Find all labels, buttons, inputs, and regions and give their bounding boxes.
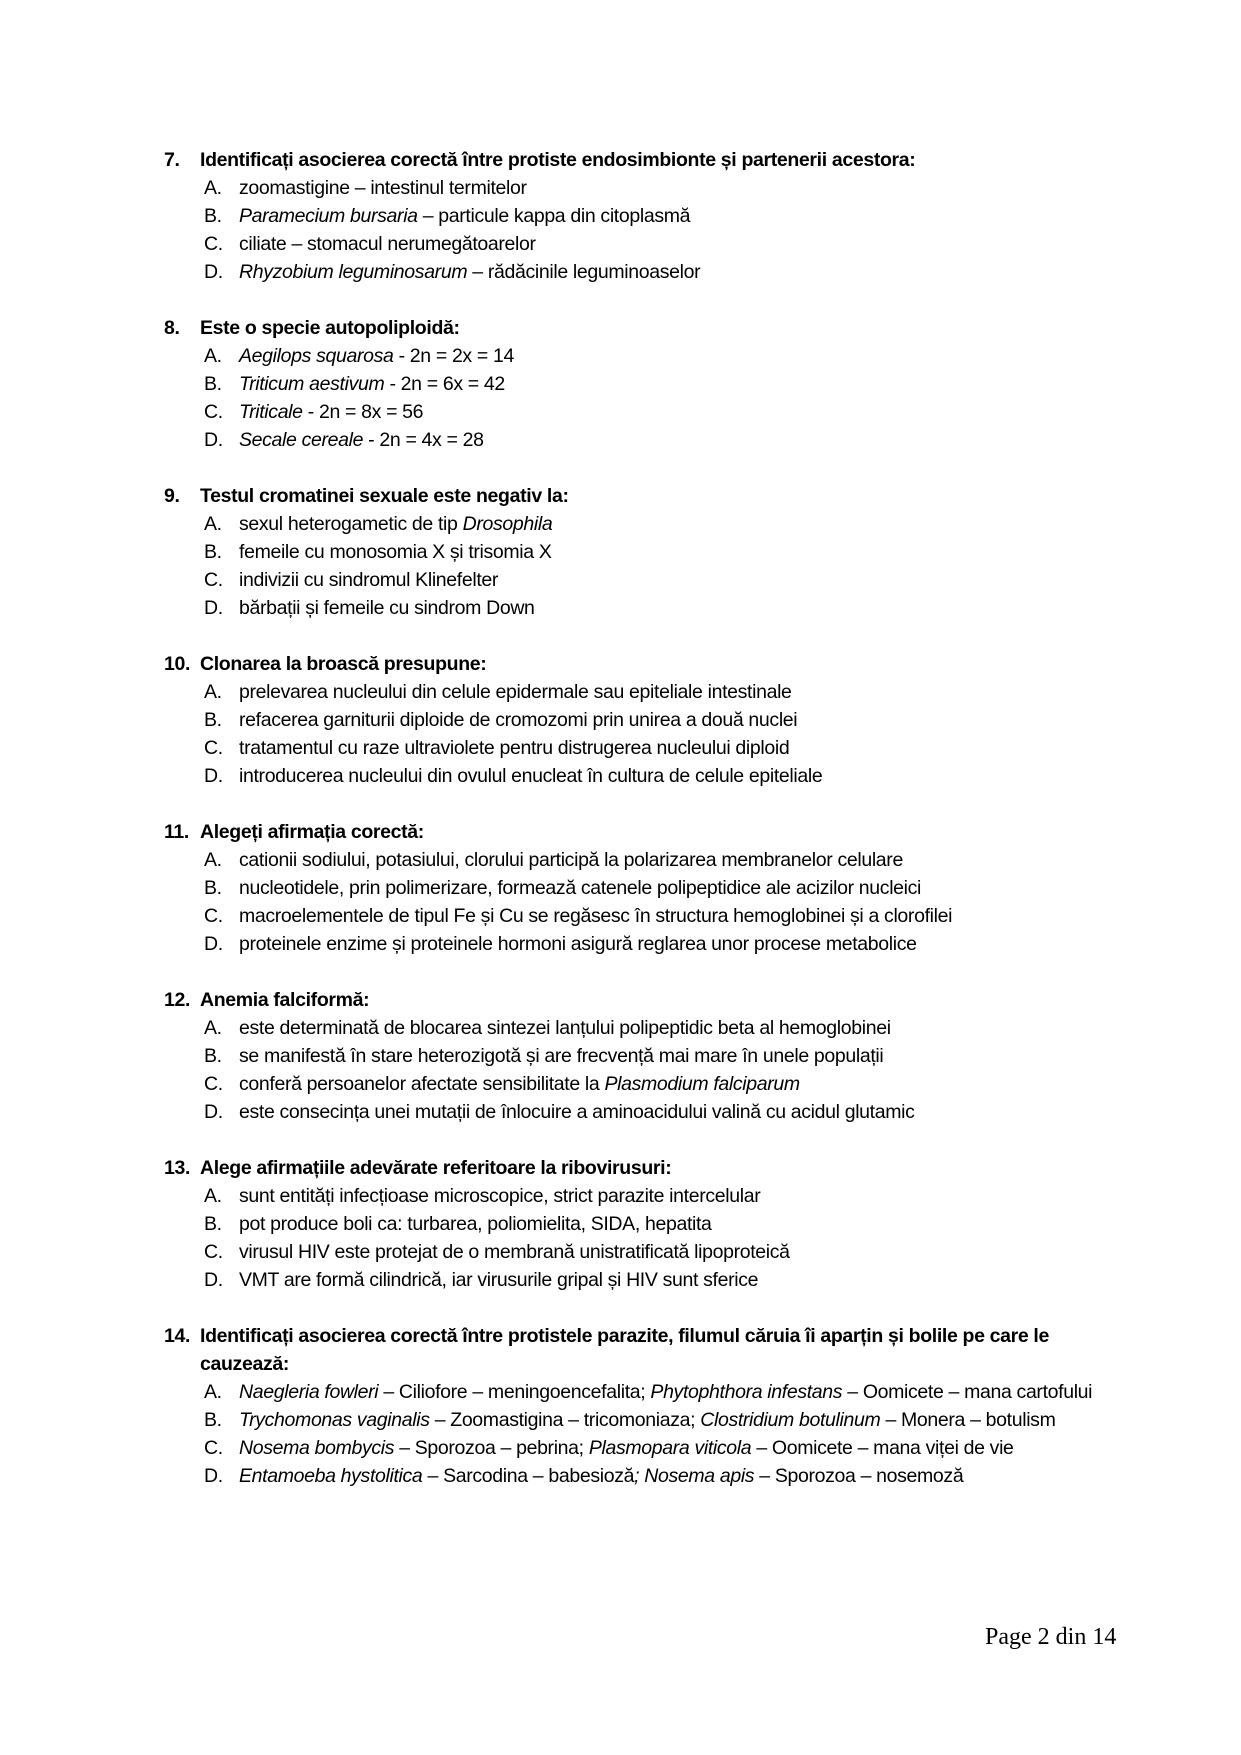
text-segment: indivizii cu sindromul Klinefelter [239, 569, 499, 591]
text-segment: – Sarcodina – babesioză [422, 1465, 635, 1487]
text-segment: introducerea nucleului din ovulul enucleat în cultura de celule epiteliale [239, 765, 823, 787]
answer-option [204, 370, 1124, 398]
answer-option [204, 930, 1124, 958]
question [164, 1154, 1124, 1294]
text-segment: VMT are formă cilindrică, iar virusurile gripal și HIV sunt sferice [239, 1269, 759, 1291]
option-text [239, 734, 1124, 762]
answer-option [204, 174, 1124, 202]
species-name: Plasmopara viticola [588, 1437, 752, 1459]
option-label: A. [204, 177, 222, 199]
option-text [239, 1462, 1124, 1490]
question-text: Anemia falciformă: [200, 989, 370, 1011]
text-segment: – Ciliofore – meningoencefalita; [378, 1381, 651, 1403]
answer-option [204, 1014, 1124, 1042]
option-text [239, 370, 1124, 398]
question-number: 13. [164, 1157, 191, 1179]
option-text [239, 678, 1124, 706]
option-text [239, 1098, 1124, 1126]
option-text [239, 762, 1124, 790]
question-text: Clonarea la broască presupune: [200, 653, 487, 675]
option-label: B. [204, 373, 222, 395]
text-segment: cationii sodiului, potasiului, clorului participă la polarizarea membranelor celulare [239, 849, 903, 871]
question-heading [164, 146, 1124, 174]
option-label: B. [204, 205, 222, 227]
page-number: Page 2 din 14 [985, 1624, 1117, 1650]
text-segment: se manifestă în stare heterozigotă și are frecvență mai mare în unele populații [239, 1045, 884, 1067]
option-text [239, 1210, 1124, 1238]
question-heading [164, 650, 1124, 678]
option-label: D. [204, 933, 223, 955]
species-name: Triticale [239, 401, 303, 423]
answer-option [204, 594, 1124, 622]
text-segment: - 2n = 2x = 14 [393, 345, 515, 367]
question-number: 10. [164, 653, 191, 675]
option-text [239, 1070, 1124, 1098]
option-label: B. [204, 709, 222, 731]
text-segment: – Oomicete – mana cartofului [842, 1381, 1093, 1403]
species-name: Plasmodium falciparum [604, 1073, 800, 1095]
option-label: A. [204, 681, 222, 703]
text-segment: zoomastigine – intestinul termitelor [239, 177, 527, 199]
option-label: D. [204, 1465, 223, 1487]
question-text: Testul cromatinei sexuale este negativ la: [200, 485, 569, 507]
species-name: Rhyzobium leguminosarum [239, 261, 468, 283]
option-label: D. [204, 1101, 223, 1123]
answer-option [204, 398, 1124, 426]
question [164, 818, 1124, 958]
answer-option [204, 1462, 1124, 1490]
question-number: 14. [164, 1325, 191, 1347]
answer-option [204, 342, 1124, 370]
species-name: Naegleria fowleri [239, 1381, 379, 1403]
answer-option [204, 734, 1124, 762]
question-heading [164, 1154, 1124, 1182]
text-segment: - 2n = 6x = 42 [384, 373, 505, 395]
answer-option [204, 1406, 1124, 1434]
text-segment: macroelementele de tipul Fe și Cu se regăsesc în structura hemoglobinei și a clorofilei [239, 905, 953, 927]
answer-option [204, 846, 1124, 874]
text-segment: – Sporozoa – nosemoză [754, 1465, 964, 1487]
answer-option [204, 874, 1124, 902]
question-number: 8. [164, 317, 180, 339]
option-text [239, 1182, 1124, 1210]
question-heading [164, 986, 1124, 1014]
question-text: Alege afirmațiile adevărate referitoare la ribovirusuri: [200, 1157, 672, 1179]
option-text [239, 342, 1124, 370]
question [164, 986, 1124, 1126]
answer-option [204, 202, 1124, 230]
answer-option [204, 1098, 1124, 1126]
text-segment: – particule kappa din citoplasmă [417, 205, 691, 227]
option-text [239, 258, 1124, 286]
text-segment: femeile cu monosomia X și trisomia X [239, 541, 552, 563]
text-segment: conferă persoanelor afectate sensibilitate la [239, 1073, 605, 1095]
question-heading [164, 1322, 1124, 1378]
text-segment: refacerea garniturii diploide de cromozomi prin unirea a două nuclei [239, 709, 798, 731]
text-segment: – Oomicete – mana viței de vie [751, 1437, 1014, 1459]
option-label: C. [204, 1073, 223, 1095]
text-segment: pot produce boli ca: turbarea, poliomielita, SIDA, hepatita [239, 1213, 712, 1235]
text-segment: nucleotidele, prin polimerizare, formează catenele polipeptidice ale acizilor nucleici [239, 877, 922, 899]
question-number: 11. [164, 821, 189, 843]
text-segment: – Monera – botulism [880, 1409, 1056, 1431]
species-name: Nosema bombycis [239, 1437, 395, 1459]
question-heading [164, 314, 1124, 342]
text-segment: este consecința unei mutații de înlocuire a aminoacidului valină cu acidul glutamic [239, 1101, 915, 1123]
answer-option [204, 1378, 1124, 1406]
text-segment: virusul HIV este protejat de o membrană unistratificată lipoproteică [239, 1241, 790, 1263]
question-list [164, 146, 1124, 1518]
option-text [239, 706, 1124, 734]
option-label: C. [204, 1437, 223, 1459]
option-label: A. [204, 1381, 222, 1403]
option-text [239, 1238, 1124, 1266]
option-label: C. [204, 905, 223, 927]
option-text [239, 874, 1124, 902]
option-text [239, 594, 1124, 622]
option-text [239, 230, 1124, 258]
text-segment: este determinată de blocarea sintezei lanțului polipeptidic beta al hemoglobinei [239, 1017, 891, 1039]
answer-option [204, 678, 1124, 706]
option-text [239, 1434, 1124, 1462]
option-label: D. [204, 765, 223, 787]
option-text [239, 398, 1124, 426]
species-name: Secale cereale [239, 429, 364, 451]
text-segment: – Sporozoa – pebrina; [394, 1437, 589, 1459]
option-label: C. [204, 569, 223, 591]
question [164, 482, 1124, 622]
species-name: ; Nosema apis [634, 1465, 755, 1487]
question-heading [164, 482, 1124, 510]
text-segment: – Zoomastigina – tricomoniaza; [429, 1409, 701, 1431]
species-name: Trychomonas vaginalis [239, 1409, 430, 1431]
option-label: D. [204, 429, 223, 451]
question-text: Este o specie autopoliploidă: [200, 317, 460, 339]
text-segment: proteinele enzime și proteinele hormoni asigură reglarea unor procese metabolice [239, 933, 917, 955]
question [164, 650, 1124, 790]
option-text [239, 846, 1124, 874]
option-text [239, 1042, 1124, 1070]
answer-option [204, 902, 1124, 930]
option-label: C. [204, 233, 223, 255]
species-name: Aegilops squarosa [239, 345, 394, 367]
option-label: D. [204, 261, 223, 283]
answer-option [204, 230, 1124, 258]
question-heading [164, 818, 1124, 846]
answer-option [204, 1070, 1124, 1098]
option-text [239, 1266, 1124, 1294]
answer-option [204, 762, 1124, 790]
question-number: 7. [164, 149, 180, 171]
option-text [239, 538, 1124, 566]
option-label: C. [204, 1241, 223, 1263]
question [164, 1322, 1124, 1490]
option-label: B. [204, 541, 222, 563]
answer-option [204, 1266, 1124, 1294]
text-segment: - 2n = 4x = 28 [363, 429, 484, 451]
text-segment: – rădăcinile leguminoaselor [467, 261, 701, 283]
question-text: Identificați asocierea corectă între protistele parazite, filumul căruia îi aparțin și bolile pe care le cauzează: [200, 1325, 1049, 1375]
question-number: 12. [164, 989, 191, 1011]
question-text: Identificați asocierea corectă între protiste endosimbionte și partenerii acestora: [200, 149, 916, 171]
answer-option [204, 706, 1124, 734]
option-text [239, 566, 1124, 594]
answer-option [204, 1182, 1124, 1210]
option-label: D. [204, 597, 223, 619]
text-segment: sexul heterogametic de tip [239, 513, 463, 535]
question-text: Alegeți afirmația corectă: [200, 821, 424, 843]
question-number: 9. [164, 485, 180, 507]
option-text [239, 930, 1124, 958]
answer-option [204, 1434, 1124, 1462]
species-name: Triticum aestivum [239, 373, 385, 395]
text-segment: bărbații și femeile cu sindrom Down [239, 597, 535, 619]
text-segment: - 2n = 8x = 56 [302, 401, 424, 423]
option-label: C. [204, 401, 223, 423]
answer-option [204, 566, 1124, 594]
option-label: B. [204, 877, 222, 899]
option-text [239, 1406, 1124, 1434]
question [164, 146, 1124, 286]
option-label: B. [204, 1213, 222, 1235]
question [164, 314, 1124, 454]
text-segment: sunt entități infecțioase microscopice, strict parazite intercelular [239, 1185, 761, 1207]
text-segment: ciliate – stomacul nerumegătoarelor [239, 233, 536, 255]
species-name: Clostridium botulinum [700, 1409, 881, 1431]
option-label: B. [204, 1045, 222, 1067]
option-label: A. [204, 513, 222, 535]
option-text [239, 174, 1124, 202]
answer-option [204, 1210, 1124, 1238]
option-label: A. [204, 345, 222, 367]
species-name: Paramecium bursaria [239, 205, 418, 227]
option-label: A. [204, 849, 222, 871]
option-label: A. [204, 1185, 222, 1207]
answer-option [204, 1042, 1124, 1070]
answer-option [204, 538, 1124, 566]
option-text [239, 1378, 1124, 1406]
option-text [239, 426, 1124, 454]
option-label: B. [204, 1409, 222, 1431]
option-label: D. [204, 1269, 223, 1291]
text-segment: prelevarea nucleului din celule epidermale sau epiteliale intestinale [239, 681, 792, 703]
option-label: C. [204, 737, 223, 759]
answer-option [204, 258, 1124, 286]
species-name: Entamoeba hystolitica [239, 1465, 423, 1487]
answer-option [204, 510, 1124, 538]
option-text [239, 902, 1124, 930]
option-label: A. [204, 1017, 222, 1039]
option-text [239, 202, 1124, 230]
option-text [239, 1014, 1124, 1042]
species-name: Drosophila [462, 513, 553, 535]
text-segment: tratamentul cu raze ultraviolete pentru distrugerea nucleului diploid [239, 737, 790, 759]
species-name: Phytophthora infestans [650, 1381, 843, 1403]
option-text [239, 510, 1124, 538]
answer-option [204, 426, 1124, 454]
answer-option [204, 1238, 1124, 1266]
